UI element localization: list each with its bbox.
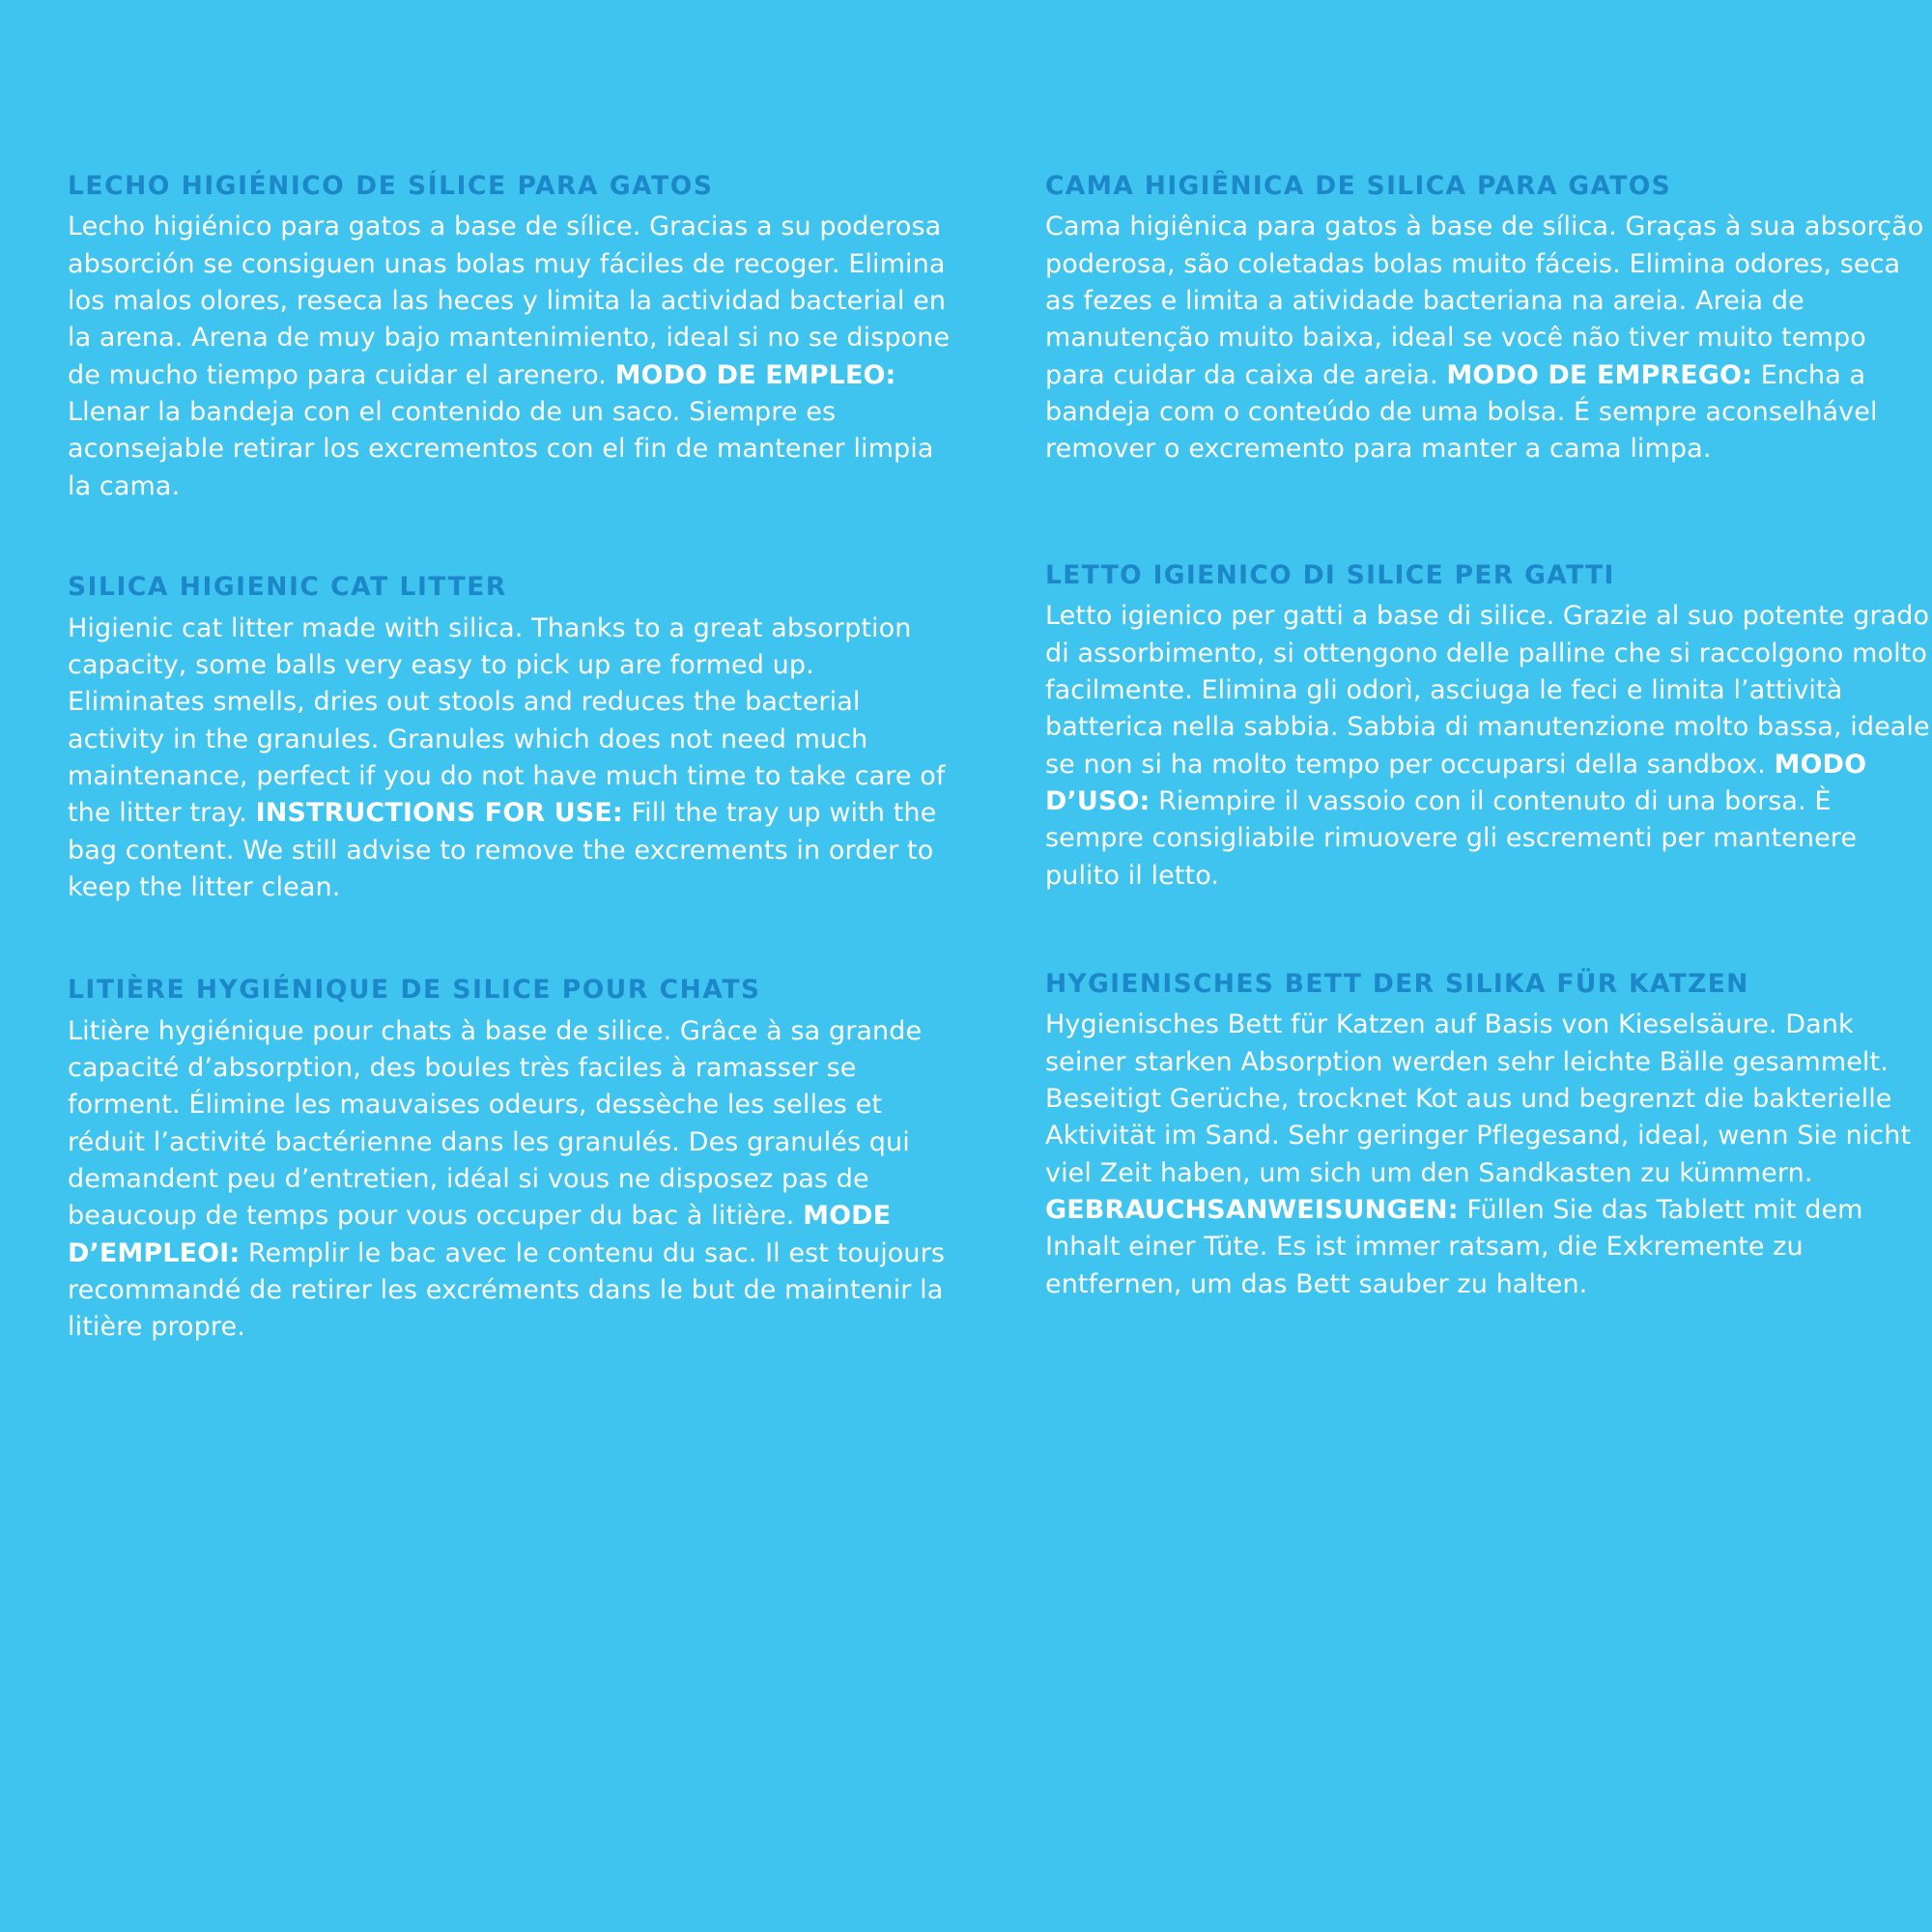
section-title-english: SILICA HIGIENIC CAT LITTER [68, 572, 507, 603]
section-lead-spanish: MODO DE EMPLEO: [614, 359, 896, 390]
section-title-italian: LETTO IGIENICO DI SILICE PER GATTI [1045, 559, 1615, 590]
section-body-italian [1045, 598, 1932, 895]
section-text-spanish: Lecho higiénico para gatos a base de sílice. Gracias a su poderosa absorción se consiguen unas bolas muy fáciles de recoger. Elimina los malos olores, reseca las heces y limita la actividad bacterial en la arena. Arena de muy bajo mantenimiento, ideal si no se dispone de mucho tiempo para cuidar el arenero. [68, 212, 951, 390]
section-spanish [68, 172, 956, 505]
section-lead-french: MODE D’EMPLEOI: [68, 1201, 892, 1268]
left-column [68, 172, 956, 1347]
section-text-italian: Letto igienico per gatti a base di silice. Grazie al suo potente grado di assorbimento, si ottengono delle palline che si raccolgono molto facilmente. Elimina gli odorì, asciuga le feci e limita l’attività batterica nella sabbia. Sabbia di manutenzione molto bassa, ideale se non si ha molto tempo per occuparsi della sandbox. [1045, 601, 1930, 780]
section-body-english [68, 611, 956, 907]
section-body-portuguese [1045, 209, 1932, 468]
section-text-french: Litière hygiénique pour chats à base de silice. Grâce à sa grande capacité d’absorption, des boules très faciles à ramasser se forment. Élimine les mauvaises odeurs, dessèche les selles et réduit l’activité bactérienne dans les granulés. Des granulés qui demandent peu d’entretien, idéal si vous ne disposez pas de beaucoup de temps pour vous occuper du bac à litière. [68, 1015, 923, 1232]
section-lead-german: GEBRAUCHSANWEISUNGEN: [1045, 1194, 1459, 1225]
section-title-spanish: LECHO HIGIÉNICO DE SÍLICE PARA GATOS [68, 171, 714, 201]
section-title-german: HYGIENISCHES BETT DER SILIKA FÜR KATZEN [1045, 968, 1749, 999]
section-text2-english: Fill the tray up with the bag content. We still advise to remove the excrements in order to keep the litter clean. [68, 798, 937, 902]
section-body-german [1045, 1007, 1932, 1303]
section-portuguese [1045, 172, 1932, 469]
section-text2-italian: Riempire il vassoio con il contenuto di una borsa. È sempre consigliabile rimuovere gli escrementi per mantenere pulito il letto. [1045, 785, 1858, 891]
section-text-german: Hygienisches Bett für Katzen auf Basis von Kieselsäure. Dank seiner starken Absorption werden sehr leichte Bälle gesammelt. Beseitigt Gerüche, trocknet Kot aus und begrenzt die bakterielle Aktivität im Sand. Sehr geringer Pflegesand, ideal, wenn Sie nicht viel Zeit haben, um sich um den Sandkasten zu kümmern. [1045, 1009, 1912, 1188]
section-lead-portuguese: MODO DE EMPREGO: [1446, 359, 1753, 390]
section-text2-portuguese: Encha a bandeja com o conteúdo de uma bolsa. É sempre aconselhável remover o excremento para manter a cama limpa. [1045, 359, 1878, 465]
two-column-layout [68, 171, 1930, 1347]
section-lead-english: INSTRUCTIONS FOR USE: [255, 798, 623, 829]
section-text2-french: Remplir le bac avec le contenu du sac. Il est toujours recommandé de retirer les excréments dans le but de maintenir la litière propre. [68, 1237, 945, 1343]
section-text2-spanish: Llenar la bandeja con el contenido de un saco. Siempre es aconsejable retirar los excrementos con el fin de mantener limpia la cama. [68, 397, 934, 501]
section-title-portuguese: CAMA HIGIÊNICA DE SILICA PARA GATOS [1045, 171, 1672, 201]
section-italian [1045, 561, 1932, 895]
section-english [68, 573, 956, 906]
section-title-french: LITIÈRE HYGIÉNIQUE DE SILICE POUR CHATS [68, 975, 761, 1006]
section-text-english: Higienic cat litter made with silica. Thanks to a great absorption capacity, some balls very easy to pick up are formed up. Eliminates smells, dries out stools and reduces the bacterial activity in the granules. Granules which does not need much maintenance, perfect if you do not have much time to take care of the litter tray. [68, 612, 946, 829]
section-french [68, 976, 956, 1346]
section-lead-italian: MODO D’USO: [1045, 749, 1867, 816]
section-german [1045, 970, 1932, 1303]
right-column [1045, 172, 1932, 1347]
section-text2-german: Füllen Sie das Tablett mit dem Inhalt einer Tüte. Es ist immer ratsam, die Exkremente zu entfernen, um das Bett sauber zu halten. [1045, 1194, 1863, 1299]
section-text-portuguese: Cama higiênica para gatos à base de sílica. Graças à sua absorção poderosa, são coletadas bolas muito fáceis. Elimina odores, seca as fezes e limita a atividade bacteriana na areia. Areia de manutenção muito baixa, ideal se você não tiver muito tempo para cuidar da caixa de areia. [1045, 212, 1924, 390]
section-body-spanish [68, 209, 956, 505]
section-body-french [68, 1013, 956, 1347]
